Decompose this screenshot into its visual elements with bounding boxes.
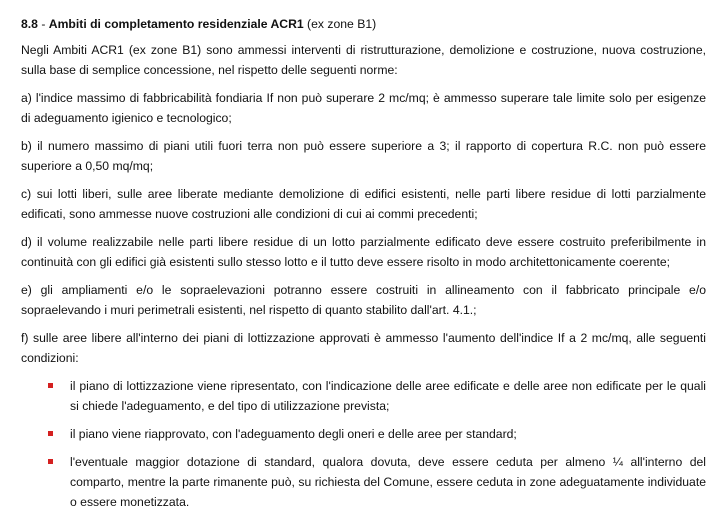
section-subtitle: (ex zone B1) [303, 17, 377, 31]
square-bullet-icon [48, 383, 53, 388]
rule-c-paragraph: c) sui lotti liberi, sulle aree liberate mediante demolizione di edifici esistenti, nelle parti libere residue di lotti parzialmente edificati, sono ammesse nuove costruzioni alle condizioni di cui ai commi precedenti; [21, 187, 706, 221]
rule-f-paragraph: f) sulle aree libere all'interno dei piani di lottizzazione approvati è ammesso l'aumento dell'indice If a 2 mc/mq, alle seguenti condizioni: [21, 331, 706, 365]
square-bullet-icon [48, 431, 53, 436]
list-item-text: l'eventuale maggior dotazione di standard, qualora dovuta, deve essere ceduta per almeno ¼ all'interno del comparto, mentre la parte rimanente può, su richiesta del Comune, essere ceduta in zone adeguatamente individuate o essere monetizzata. [70, 455, 706, 509]
intro-paragraph: Negli Ambiti ACR1 (ex zone B1) sono ammessi interventi di ristrutturazione, demolizione e costruzione, nuova costruzione, sulla base di semplice concessione, nel rispetto delle seguenti norme: [21, 43, 706, 77]
rule-b-paragraph: b) il numero massimo di piani utili fuori terra non può essere superiore a 3; il rapporto di copertura R.C. non può essere superiore a 0,50 mq/mq; [21, 139, 706, 173]
list-item [21, 424, 706, 444]
section-title: Ambiti di completamento residenziale ACR1 [48, 17, 304, 31]
list-item-text: il piano viene riapprovato, con l'adeguamento degli oneri e delle aree per standard; [70, 427, 517, 441]
heading-separator: - [37, 17, 49, 31]
list-item [21, 376, 706, 416]
section-number: 8.8 [21, 17, 38, 31]
conditions-list [21, 376, 706, 512]
list-item [21, 452, 706, 512]
square-bullet-icon [48, 459, 53, 464]
section-heading [21, 14, 706, 34]
list-item-text: il piano di lottizzazione viene ripresentato, con l'indicazione delle aree edificate e delle aree non edificate per le quali si chiede l'adeguamento, e del tipo di utilizzazione prevista; [70, 379, 706, 413]
rule-a-paragraph: a) l'indice massimo di fabbricabilità fondiaria If non può superare 2 mc/mq; è ammesso superare tale limite solo per esigenze di adeguamento igienico e tecnologico; [21, 91, 706, 125]
rule-d-paragraph: d) il volume realizzabile nelle parti libere residue di un lotto parzialmente edificato deve essere costruito preferibilmente in continuità con gli edifici già esistenti sullo stesso lotto e il tutto deve essere risolto in modo architettonicamente coerente; [21, 235, 706, 269]
rule-e-paragraph: e) gli ampliamenti e/o le sopraelevazioni potranno essere costruiti in allineamento con il fabbricato principale e/o sopraelevando i muri perimetrali esistenti, nel rispetto di quanto stabilito dall'art. 4.1.; [21, 283, 706, 317]
